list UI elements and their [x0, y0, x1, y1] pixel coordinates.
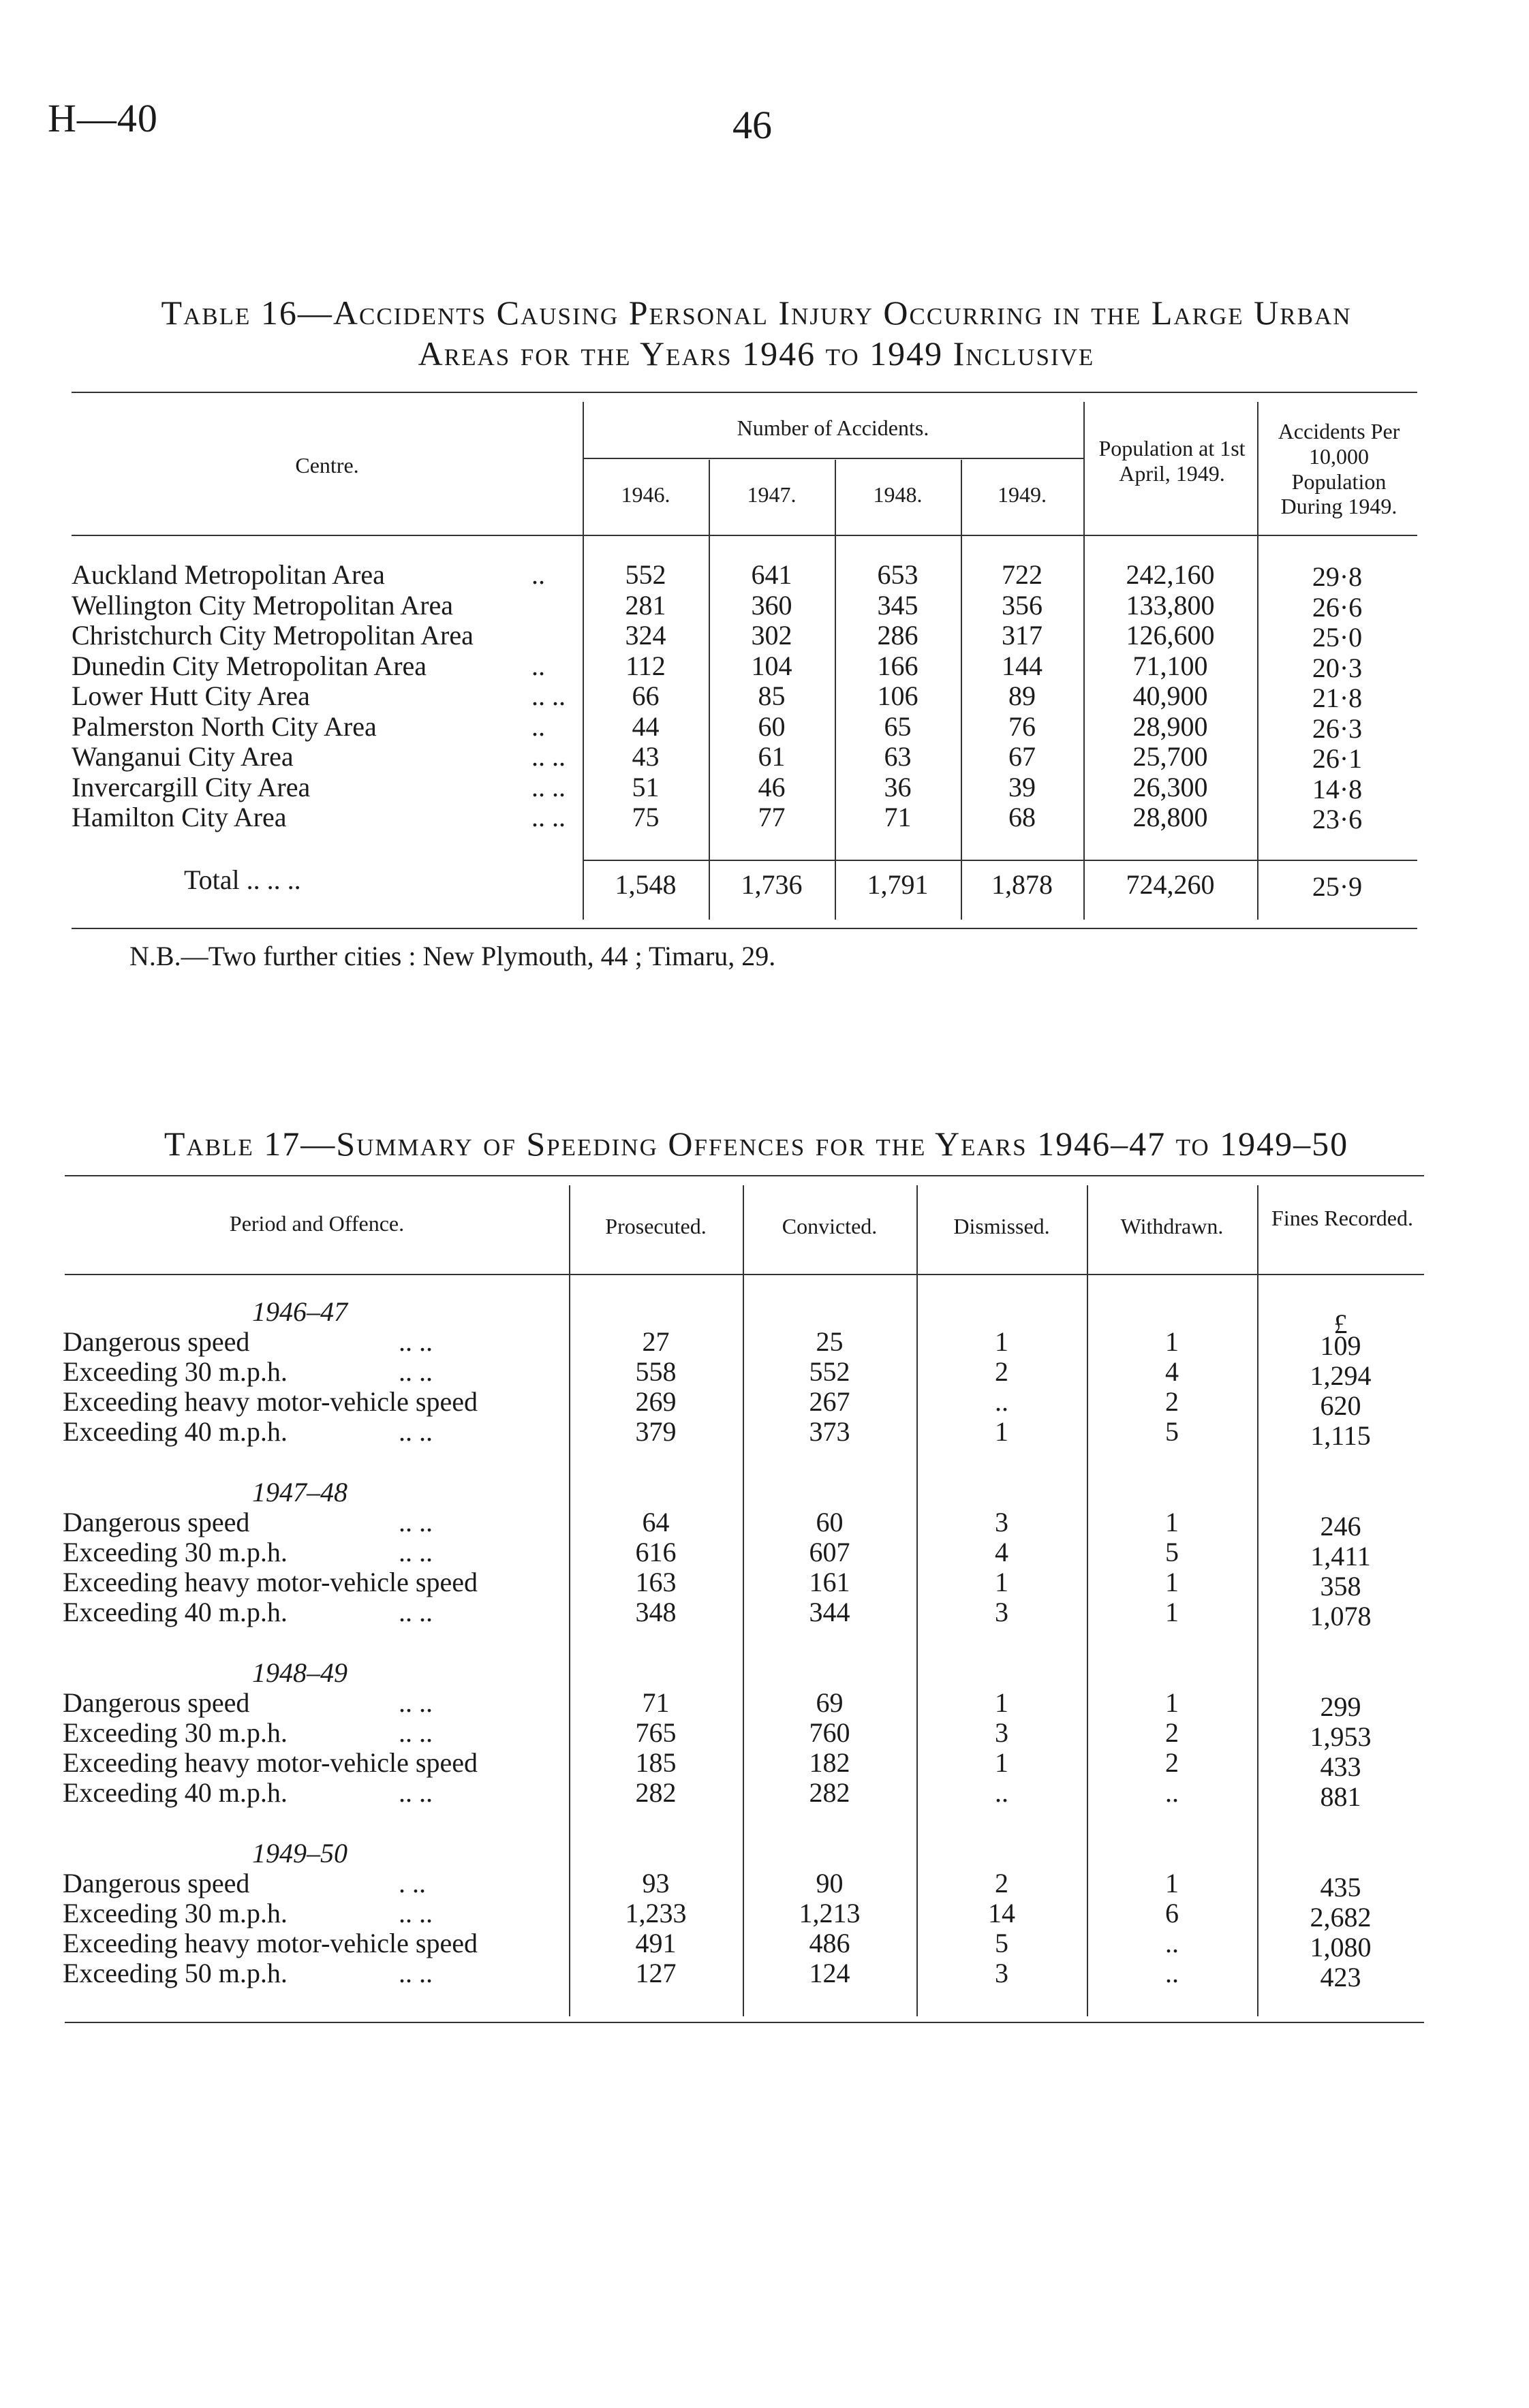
- table17-row-offence: Exceeding heavy motor-vehicle speed: [63, 1747, 478, 1778]
- table17-row-offence: Exceeding 30 m.p.h.: [63, 1356, 288, 1387]
- table17-row-fines: 2,682: [1310, 1902, 1372, 1933]
- table16-row-centre: Hamilton City Area: [72, 802, 287, 832]
- table16-row-centre: Palmerston North City Area: [72, 710, 377, 742]
- table17-row-withdrawn: 1: [1165, 1326, 1179, 1357]
- table17-row-fines: 1,115: [1310, 1420, 1371, 1451]
- table16-title-line2: Areas for the Years 1946 to 1949 Inclusive: [418, 334, 1095, 373]
- table17-row-convicted: 486: [809, 1928, 850, 1958]
- table17-row-convicted: 607: [809, 1537, 850, 1567]
- table16-row-1946: 552: [625, 559, 666, 590]
- table17-row-withdrawn: 1: [1165, 1507, 1179, 1537]
- table17-col-withdrawn: Withdrawn.: [1120, 1214, 1224, 1238]
- table16-row-centre: Auckland Metropolitan Area: [72, 559, 385, 590]
- table17-row-prosecuted: 558: [635, 1356, 677, 1387]
- table16-row-leader: ..: [531, 650, 545, 681]
- table16-bottom-rule: [72, 928, 1417, 929]
- table17-row-prosecuted: 282: [635, 1777, 677, 1808]
- table16-row-1947: 61: [758, 741, 786, 772]
- table17-col-dismissed: Dismissed.: [953, 1214, 1050, 1238]
- table16-row-1947: 360: [751, 589, 792, 621]
- table17-row-withdrawn: 1: [1165, 1597, 1179, 1627]
- page-reference: H—40: [48, 96, 158, 140]
- table17-row-dismissed: 3: [995, 1717, 1008, 1748]
- table16-row-1947: 46: [758, 771, 786, 802]
- table16-row-1948: 36: [884, 771, 912, 802]
- table17-row-convicted: 90: [816, 1868, 844, 1898]
- table16-row-rate: 21·8: [1312, 683, 1363, 713]
- table16-row-leader: .. ..: [531, 741, 566, 772]
- table16-row-rate: 25·0: [1312, 622, 1363, 653]
- table16-col-1949: 1949.: [998, 482, 1047, 507]
- table16-row-1949: 67: [1008, 741, 1036, 772]
- table17-row-prosecuted: 185: [635, 1747, 677, 1778]
- table16-note: N.B.—Two further cities : New Plymouth, 44 ; Timaru, 29.: [129, 941, 776, 971]
- table16-total-1947: 1,736: [741, 869, 803, 900]
- table16-row-rate: 26·3: [1312, 713, 1363, 744]
- table17-row-leader: .. ..: [399, 1507, 433, 1537]
- table17-row-offence: Exceeding heavy motor-vehicle speed: [63, 1386, 478, 1417]
- table16-row-1946: 43: [632, 741, 660, 772]
- table16-row-population: 28,900: [1132, 710, 1208, 742]
- table17-row-convicted: 60: [816, 1507, 844, 1537]
- table17-row-dismissed: 1: [995, 1416, 1008, 1447]
- table17-period-label: 1949–50: [252, 1838, 348, 1868]
- table16-row-population: 40,900: [1132, 681, 1208, 711]
- table17-row-dismissed: ..: [995, 1777, 1008, 1808]
- table16-row-1948: 63: [884, 741, 912, 772]
- table16-total-1949: 1,878: [991, 869, 1053, 900]
- table17-row-prosecuted: 64: [642, 1507, 670, 1537]
- table17-row-leader: .. ..: [399, 1537, 433, 1567]
- table17-row-convicted: 1,213: [799, 1898, 861, 1928]
- table17-row-fines: 620: [1320, 1390, 1361, 1421]
- table17-row-prosecuted: 269: [635, 1386, 677, 1417]
- table17-col-convicted: Convicted.: [782, 1214, 878, 1238]
- table17-row-dismissed: 1: [995, 1687, 1008, 1718]
- table17-row-prosecuted: 616: [635, 1537, 677, 1567]
- table17-row-fines: 299: [1320, 1691, 1361, 1722]
- table17-period-label: 1947–48: [252, 1477, 348, 1507]
- table16-row-rate: 14·8: [1312, 773, 1363, 804]
- table17-row-prosecuted: 765: [635, 1717, 677, 1748]
- table17-row-dismissed: 2: [995, 1868, 1008, 1898]
- table16-row-1946: 44: [632, 710, 660, 742]
- table17-row-withdrawn: ..: [1165, 1958, 1179, 1988]
- table16-row-1947: 302: [751, 620, 792, 651]
- table17-row-leader: .. ..: [399, 1777, 433, 1808]
- table17-row-leader: .. ..: [399, 1898, 433, 1928]
- table17-row-dismissed: 3: [995, 1597, 1008, 1627]
- table17-row-withdrawn: ..: [1165, 1928, 1179, 1958]
- table17-row-leader: .. ..: [399, 1326, 433, 1357]
- table17-row-fines: 358: [1320, 1571, 1361, 1601]
- table17-period-label: 1946–47: [252, 1296, 348, 1327]
- table17-row-fines: 881: [1320, 1781, 1361, 1812]
- table17-row-convicted: 282: [809, 1777, 850, 1808]
- table17-row-offence: Exceeding 50 m.p.h.: [63, 1958, 288, 1988]
- table17-row-dismissed: 5: [995, 1928, 1008, 1958]
- table17-row-convicted: 373: [809, 1416, 850, 1447]
- table17-row-fines: 1,078: [1310, 1601, 1372, 1631]
- table16-row-1949: 722: [1002, 559, 1042, 590]
- table16-row-population: 25,700: [1132, 741, 1208, 772]
- table17-row-dismissed: 1: [995, 1326, 1008, 1357]
- table16-row-leader: .. ..: [531, 771, 566, 802]
- table16-row-1949: 356: [1002, 589, 1042, 621]
- table16-title-line1: Table 16—Accidents Causing Personal Injury Occurring in the Large Urban: [161, 294, 1352, 332]
- table17-row-prosecuted: 93: [642, 1868, 670, 1898]
- table17-row-withdrawn: ..: [1165, 1777, 1179, 1808]
- table16-row-1948: 345: [877, 589, 918, 621]
- table16-col-1947: 1947.: [747, 482, 797, 507]
- table17-row-convicted: 124: [809, 1958, 850, 1988]
- table17-row-withdrawn: 5: [1165, 1537, 1179, 1567]
- table17-row-convicted: 760: [809, 1717, 850, 1748]
- table16-row-1946: 324: [625, 620, 666, 651]
- table17-row-prosecuted: 27: [642, 1326, 670, 1357]
- table17-row-dismissed: 3: [995, 1958, 1008, 1988]
- table16-row-centre: Wellington City Metropolitan Area: [72, 589, 454, 621]
- table17-row-dismissed: ..: [995, 1386, 1008, 1417]
- table17-row-prosecuted: 1,233: [625, 1898, 687, 1928]
- table17-row-dismissed: 3: [995, 1507, 1008, 1537]
- table16-row-population: 133,800: [1126, 589, 1215, 621]
- table16-row-1947: 104: [751, 650, 792, 681]
- table17-row-fines: 246: [1320, 1511, 1361, 1542]
- table17-row-offence: Exceeding 40 m.p.h.: [63, 1416, 288, 1447]
- table16-total-1946: 1,548: [615, 869, 677, 900]
- table16-total-label: Total .. .. ..: [184, 864, 301, 895]
- table16-row-centre: Invercargill City Area: [72, 771, 311, 802]
- table16-row-rate: 29·8: [1312, 561, 1363, 592]
- table17-row-offence: Dangerous speed: [63, 1868, 250, 1898]
- table16-col-rate: Accidents Per 10,000 Population During 1949.: [1278, 419, 1400, 519]
- table16-col-1948: 1948.: [873, 482, 923, 507]
- table17-row-fines: 1,080: [1310, 1932, 1372, 1963]
- table16-row-rate: 26·6: [1312, 591, 1363, 623]
- table16-row-1948: 286: [877, 620, 918, 651]
- table16-col-group: Number of Accidents.: [737, 416, 929, 440]
- table16-col-1946: 1946.: [621, 482, 670, 507]
- table17-row-convicted: 182: [809, 1747, 850, 1778]
- table17-row-offence: Exceeding 40 m.p.h.: [63, 1777, 288, 1808]
- table17-row-withdrawn: 1: [1165, 1868, 1179, 1898]
- table17-row-fines: 1,411: [1310, 1541, 1371, 1572]
- table16-group-rule: [583, 458, 1083, 459]
- table17-row-fines: 433: [1320, 1751, 1361, 1782]
- table17-row-leader: . ..: [399, 1868, 426, 1898]
- table16-row-1947: 641: [751, 559, 792, 590]
- table16-row-1947: 60: [758, 710, 786, 742]
- table16-row-centre: Dunedin City Metropolitan Area: [72, 650, 427, 681]
- table16-row-1948: 166: [877, 650, 918, 681]
- table16-row-population: 242,160: [1126, 559, 1215, 590]
- table16-row-1948: 106: [877, 681, 918, 711]
- table17-row-withdrawn: 5: [1165, 1416, 1179, 1447]
- table17-row-dismissed: 1: [995, 1747, 1008, 1778]
- table16-row-centre: Lower Hutt City Area: [72, 681, 310, 711]
- table16-row-leader: .. ..: [531, 802, 566, 832]
- table17-row-withdrawn: 1: [1165, 1567, 1179, 1597]
- table17-row-fines: 423: [1320, 1962, 1361, 1992]
- table16-row-population: 126,600: [1126, 620, 1215, 651]
- table16-row-1949: 76: [1008, 710, 1036, 742]
- table17-row-offence: Dangerous speed: [63, 1326, 250, 1357]
- table17-row-leader: .. ..: [399, 1687, 433, 1718]
- table16-row-rate: 23·6: [1312, 804, 1363, 834]
- table16-row-1946: 51: [632, 771, 660, 802]
- table17-row-withdrawn: 2: [1165, 1386, 1179, 1417]
- table16-total-1948: 1,791: [867, 869, 929, 900]
- table16-row-1947: 85: [758, 681, 786, 711]
- table17-col-period: Period and Offence.: [229, 1211, 405, 1236]
- table17-row-convicted: 552: [809, 1356, 850, 1387]
- table17-row-prosecuted: 348: [635, 1597, 677, 1627]
- table17-header-rule: [65, 1274, 1424, 1275]
- table16-row-1948: 71: [884, 802, 912, 832]
- table17-row-leader: .. ..: [399, 1356, 433, 1387]
- table16-total-rule: [583, 860, 1417, 861]
- table17-row-fines: 1,953: [1310, 1721, 1372, 1752]
- table16-total-population: 724,260: [1126, 869, 1215, 900]
- table16-top-rule: [72, 392, 1417, 393]
- table17-col-fines: Fines Recorded.: [1271, 1206, 1413, 1230]
- table17-row-convicted: 267: [809, 1386, 850, 1417]
- table16-row-1949: 68: [1008, 802, 1036, 832]
- table17-row-leader: .. ..: [399, 1717, 433, 1748]
- table17-row-dismissed: 2: [995, 1356, 1008, 1387]
- table17-row-offence: Exceeding 40 m.p.h.: [63, 1597, 288, 1627]
- table16-row-population: 28,800: [1132, 802, 1208, 832]
- table17-row-prosecuted: 491: [635, 1928, 677, 1958]
- table17-row-withdrawn: 1: [1165, 1687, 1179, 1718]
- table16-row-1946: 281: [625, 589, 666, 621]
- table16-row-leader: ..: [531, 710, 545, 742]
- table16-row-1948: 653: [877, 559, 918, 590]
- table17-row-convicted: 25: [816, 1326, 844, 1357]
- table17-currency-symbol: £: [1333, 1309, 1348, 1339]
- table16-row-1949: 144: [1002, 650, 1042, 681]
- table16-row-rate: 20·3: [1312, 652, 1363, 683]
- table17-row-withdrawn: 6: [1165, 1898, 1179, 1928]
- table17-row-offence: Exceeding heavy motor-vehicle speed: [63, 1567, 478, 1597]
- table17-top-rule: [65, 1175, 1424, 1176]
- table17-row-offence: Exceeding 30 m.p.h.: [63, 1537, 288, 1567]
- table17-row-convicted: 161: [809, 1567, 850, 1597]
- table17-row-dismissed: 14: [988, 1898, 1015, 1928]
- table16-row-1946: 112: [626, 650, 666, 681]
- table17-row-withdrawn: 4: [1165, 1356, 1179, 1387]
- table17-row-dismissed: 1: [995, 1567, 1008, 1597]
- table16-row-leader: .. ..: [531, 681, 566, 711]
- table17-row-dismissed: 4: [995, 1537, 1008, 1567]
- table17-row-offence: Dangerous speed: [63, 1687, 250, 1718]
- table16-row-leader: ..: [531, 559, 545, 590]
- table16-row-1946: 66: [632, 681, 660, 711]
- table16-col-population: Population at 1st April, 1949.: [1098, 436, 1246, 486]
- table17-row-fines: 109: [1320, 1330, 1361, 1361]
- table17-row-offence: Exceeding 30 m.p.h.: [63, 1898, 288, 1928]
- table16-row-population: 26,300: [1132, 771, 1208, 802]
- table17-row-offence: Exceeding 30 m.p.h.: [63, 1717, 288, 1748]
- table17-row-prosecuted: 379: [635, 1416, 677, 1447]
- table17-row-fines: 1,294: [1310, 1360, 1372, 1391]
- table17-row-offence: Dangerous speed: [63, 1507, 250, 1537]
- table16-row-population: 71,100: [1132, 650, 1208, 681]
- table17-title: Table 17—Summary of Speeding Offences for the Years 1946–47 to 1949–50: [164, 1125, 1349, 1163]
- table17-row-withdrawn: 2: [1165, 1717, 1179, 1748]
- table16-row-rate: 26·1: [1312, 743, 1363, 774]
- table17-row-leader: .. ..: [399, 1597, 433, 1627]
- table17-row-prosecuted: 163: [635, 1567, 677, 1597]
- table17-period-label: 1948–49: [252, 1657, 348, 1688]
- table16-header-rule: [72, 535, 1417, 536]
- table17-row-leader: .. ..: [399, 1416, 433, 1447]
- table16-total-rate: 25·9: [1312, 871, 1363, 902]
- table17-row-withdrawn: 2: [1165, 1747, 1179, 1778]
- table16-row-1946: 75: [632, 802, 660, 832]
- table17-row-convicted: 69: [816, 1687, 844, 1718]
- table16-row-1949: 39: [1008, 771, 1036, 802]
- table17-bottom-rule: [65, 2022, 1424, 2023]
- table16-row-1947: 77: [758, 802, 786, 832]
- table17-row-convicted: 344: [809, 1597, 850, 1627]
- table17-row-prosecuted: 127: [635, 1958, 677, 1988]
- table16-row-centre: Wanganui City Area: [72, 741, 294, 772]
- table16-row-centre: Christchurch City Metropolitan Area: [72, 620, 474, 651]
- table16-row-1949: 89: [1008, 681, 1036, 711]
- table17-row-offence: Exceeding heavy motor-vehicle speed: [63, 1928, 478, 1958]
- table16-row-1949: 317: [1002, 620, 1042, 651]
- table16-row-1948: 65: [884, 710, 912, 742]
- page-number: 46: [732, 103, 772, 147]
- table17-row-fines: 435: [1320, 1872, 1361, 1903]
- table16-col-centre: Centre.: [295, 453, 359, 478]
- table17-row-prosecuted: 71: [642, 1687, 670, 1718]
- table17-row-leader: .. ..: [399, 1958, 433, 1988]
- table17-col-prosecuted: Prosecuted.: [605, 1214, 707, 1238]
